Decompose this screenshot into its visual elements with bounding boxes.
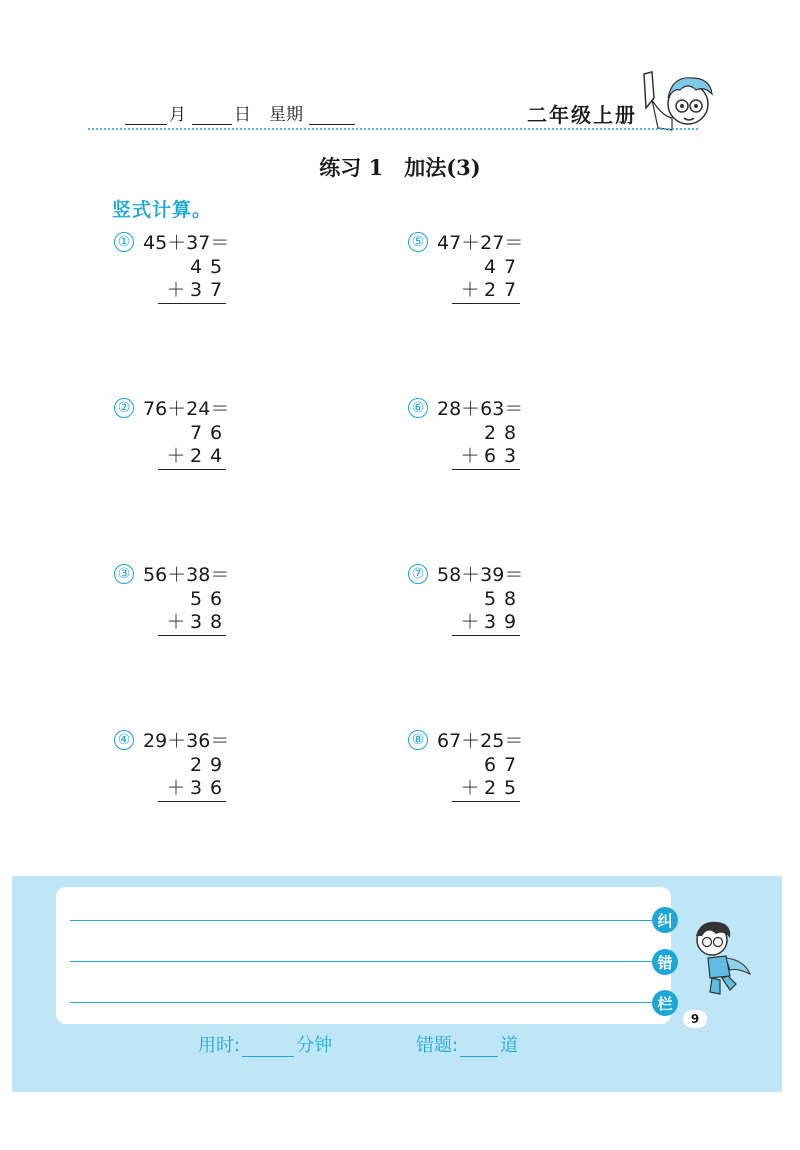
digit: 2 xyxy=(189,754,203,776)
time-field xyxy=(198,1031,332,1057)
digit: 4 xyxy=(209,445,223,467)
weekday-blank[interactable] xyxy=(309,106,355,125)
vertical-calculation xyxy=(452,588,520,636)
plus-sign: ＋ xyxy=(460,611,480,633)
problem-number: ① xyxy=(114,232,134,252)
equation-text[interactable]: 45＋37＝ xyxy=(143,232,230,254)
digit: 7 xyxy=(503,754,517,776)
vertical-calculation xyxy=(158,256,226,304)
correction-badge-3: 栏 xyxy=(652,990,678,1016)
sum-line xyxy=(452,469,520,470)
digit: 5 xyxy=(189,588,203,610)
page-number: 9 xyxy=(683,1010,707,1028)
vertical-top-row xyxy=(158,256,226,279)
weekday-label: 星期 xyxy=(269,105,303,125)
equation-text[interactable]: 67＋25＝ xyxy=(437,730,524,752)
vertical-calculation xyxy=(158,422,226,470)
plus-sign: ＋ xyxy=(460,445,480,467)
grade-label: 二年级上册 xyxy=(527,103,637,127)
page-title: 练习 1 加法(3) xyxy=(319,155,481,180)
errors-unit: 道 xyxy=(500,1035,519,1056)
digit: 2 xyxy=(189,445,203,467)
sum-line xyxy=(158,801,226,802)
plus-sign: ＋ xyxy=(166,611,186,633)
vertical-bottom-row xyxy=(158,445,226,468)
month-label: 月 xyxy=(169,105,186,125)
problem-number: ② xyxy=(114,398,134,418)
equation-text[interactable]: 47＋27＝ xyxy=(437,232,524,254)
sum-line xyxy=(158,303,226,304)
vertical-top-row xyxy=(158,754,226,777)
plus-sign: ＋ xyxy=(166,445,186,467)
problem-equation xyxy=(114,228,229,255)
vertical-calculation xyxy=(452,256,520,304)
vertical-calculation xyxy=(158,754,226,802)
problem-number: ⑦ xyxy=(408,564,428,584)
digit: 7 xyxy=(503,256,517,278)
plus-sign: ＋ xyxy=(166,279,186,301)
digit: 6 xyxy=(483,445,497,467)
problem-equation xyxy=(114,394,229,421)
digit: 8 xyxy=(503,588,517,610)
vertical-bottom-row xyxy=(158,611,226,634)
vertical-calculation xyxy=(158,588,226,636)
equation-text[interactable]: 56＋38＝ xyxy=(143,564,230,586)
correction-badge-1: 纠 xyxy=(652,907,678,933)
problem-number: ④ xyxy=(114,730,134,750)
vertical-top-row xyxy=(452,588,520,611)
problem-1 xyxy=(114,228,374,348)
vertical-calculation xyxy=(452,422,520,470)
digit: 3 xyxy=(189,777,203,799)
digit: 8 xyxy=(209,611,223,633)
vertical-calculation xyxy=(452,754,520,802)
vertical-bottom-row xyxy=(452,445,520,468)
sum-line xyxy=(158,469,226,470)
problem-number: ⑧ xyxy=(408,730,428,750)
vertical-top-row xyxy=(452,256,520,279)
equation-text[interactable]: 76＋24＝ xyxy=(143,398,230,420)
errors-field xyxy=(416,1031,518,1057)
problem-3 xyxy=(114,560,374,680)
digit: 5 xyxy=(209,256,223,278)
correction-line-1 xyxy=(70,920,652,921)
problem-7 xyxy=(408,560,668,680)
problem-number: ③ xyxy=(114,564,134,584)
digit: 3 xyxy=(189,279,203,301)
problem-equation xyxy=(408,560,523,587)
time-unit: 分钟 xyxy=(296,1035,333,1056)
digit: 6 xyxy=(209,422,223,444)
problem-equation xyxy=(408,726,523,753)
mascot-bottom-icon xyxy=(686,918,754,1000)
problem-4 xyxy=(114,726,374,846)
problem-equation xyxy=(114,726,229,753)
vertical-bottom-row xyxy=(452,777,520,800)
day-blank[interactable] xyxy=(192,106,232,125)
correction-note-box[interactable] xyxy=(56,887,671,1024)
date-line xyxy=(125,100,355,125)
digit: 7 xyxy=(503,279,517,301)
digit: 6 xyxy=(483,754,497,776)
digit: 5 xyxy=(503,777,517,799)
vertical-top-row xyxy=(158,588,226,611)
problem-6 xyxy=(408,394,668,514)
vertical-bottom-row xyxy=(452,611,520,634)
digit: 6 xyxy=(209,588,223,610)
problem-2 xyxy=(114,394,374,514)
digit: 3 xyxy=(189,611,203,633)
problem-5 xyxy=(408,228,668,348)
sum-line xyxy=(452,635,520,636)
equation-text[interactable]: 28＋63＝ xyxy=(437,398,524,420)
problem-equation xyxy=(114,560,229,587)
digit: 2 xyxy=(483,279,497,301)
month-blank[interactable] xyxy=(125,106,167,125)
problem-equation xyxy=(408,394,523,421)
vertical-top-row xyxy=(452,754,520,777)
equation-text[interactable]: 29＋36＝ xyxy=(143,730,230,752)
problem-number: ⑥ xyxy=(408,398,428,418)
time-label: 用时: xyxy=(198,1035,241,1056)
sum-line xyxy=(452,801,520,802)
correction-badge-2: 错 xyxy=(652,949,678,975)
errors-label: 错题: xyxy=(416,1035,459,1056)
day-label: 日 xyxy=(234,105,251,125)
plus-sign: ＋ xyxy=(460,777,480,799)
header-divider xyxy=(88,128,698,130)
vertical-bottom-row xyxy=(452,279,520,302)
time-blank[interactable] xyxy=(242,1039,294,1057)
digit: 3 xyxy=(503,445,517,467)
digit: 7 xyxy=(189,422,203,444)
digit: 3 xyxy=(483,611,497,633)
errors-blank[interactable] xyxy=(460,1039,498,1057)
digit: 9 xyxy=(503,611,517,633)
vertical-bottom-row xyxy=(158,777,226,800)
digit: 8 xyxy=(503,422,517,444)
problem-equation xyxy=(408,228,523,255)
digit: 2 xyxy=(483,777,497,799)
correction-line-3 xyxy=(70,1002,652,1003)
digit: 6 xyxy=(209,777,223,799)
sum-line xyxy=(158,635,226,636)
vertical-top-row xyxy=(158,422,226,445)
plus-sign: ＋ xyxy=(166,777,186,799)
digit: 9 xyxy=(209,754,223,776)
digit: 7 xyxy=(209,279,223,301)
digit: 4 xyxy=(483,256,497,278)
sum-line xyxy=(452,303,520,304)
vertical-top-row xyxy=(452,422,520,445)
plus-sign: ＋ xyxy=(460,279,480,301)
correction-line-2 xyxy=(70,961,652,962)
instruction: 竖式计算。 xyxy=(112,199,213,221)
problem-8 xyxy=(408,726,668,846)
digit: 2 xyxy=(483,422,497,444)
digit: 4 xyxy=(189,256,203,278)
problem-number: ⑤ xyxy=(408,232,428,252)
digit: 5 xyxy=(483,588,497,610)
vertical-bottom-row xyxy=(158,279,226,302)
equation-text[interactable]: 58＋39＝ xyxy=(437,564,524,586)
